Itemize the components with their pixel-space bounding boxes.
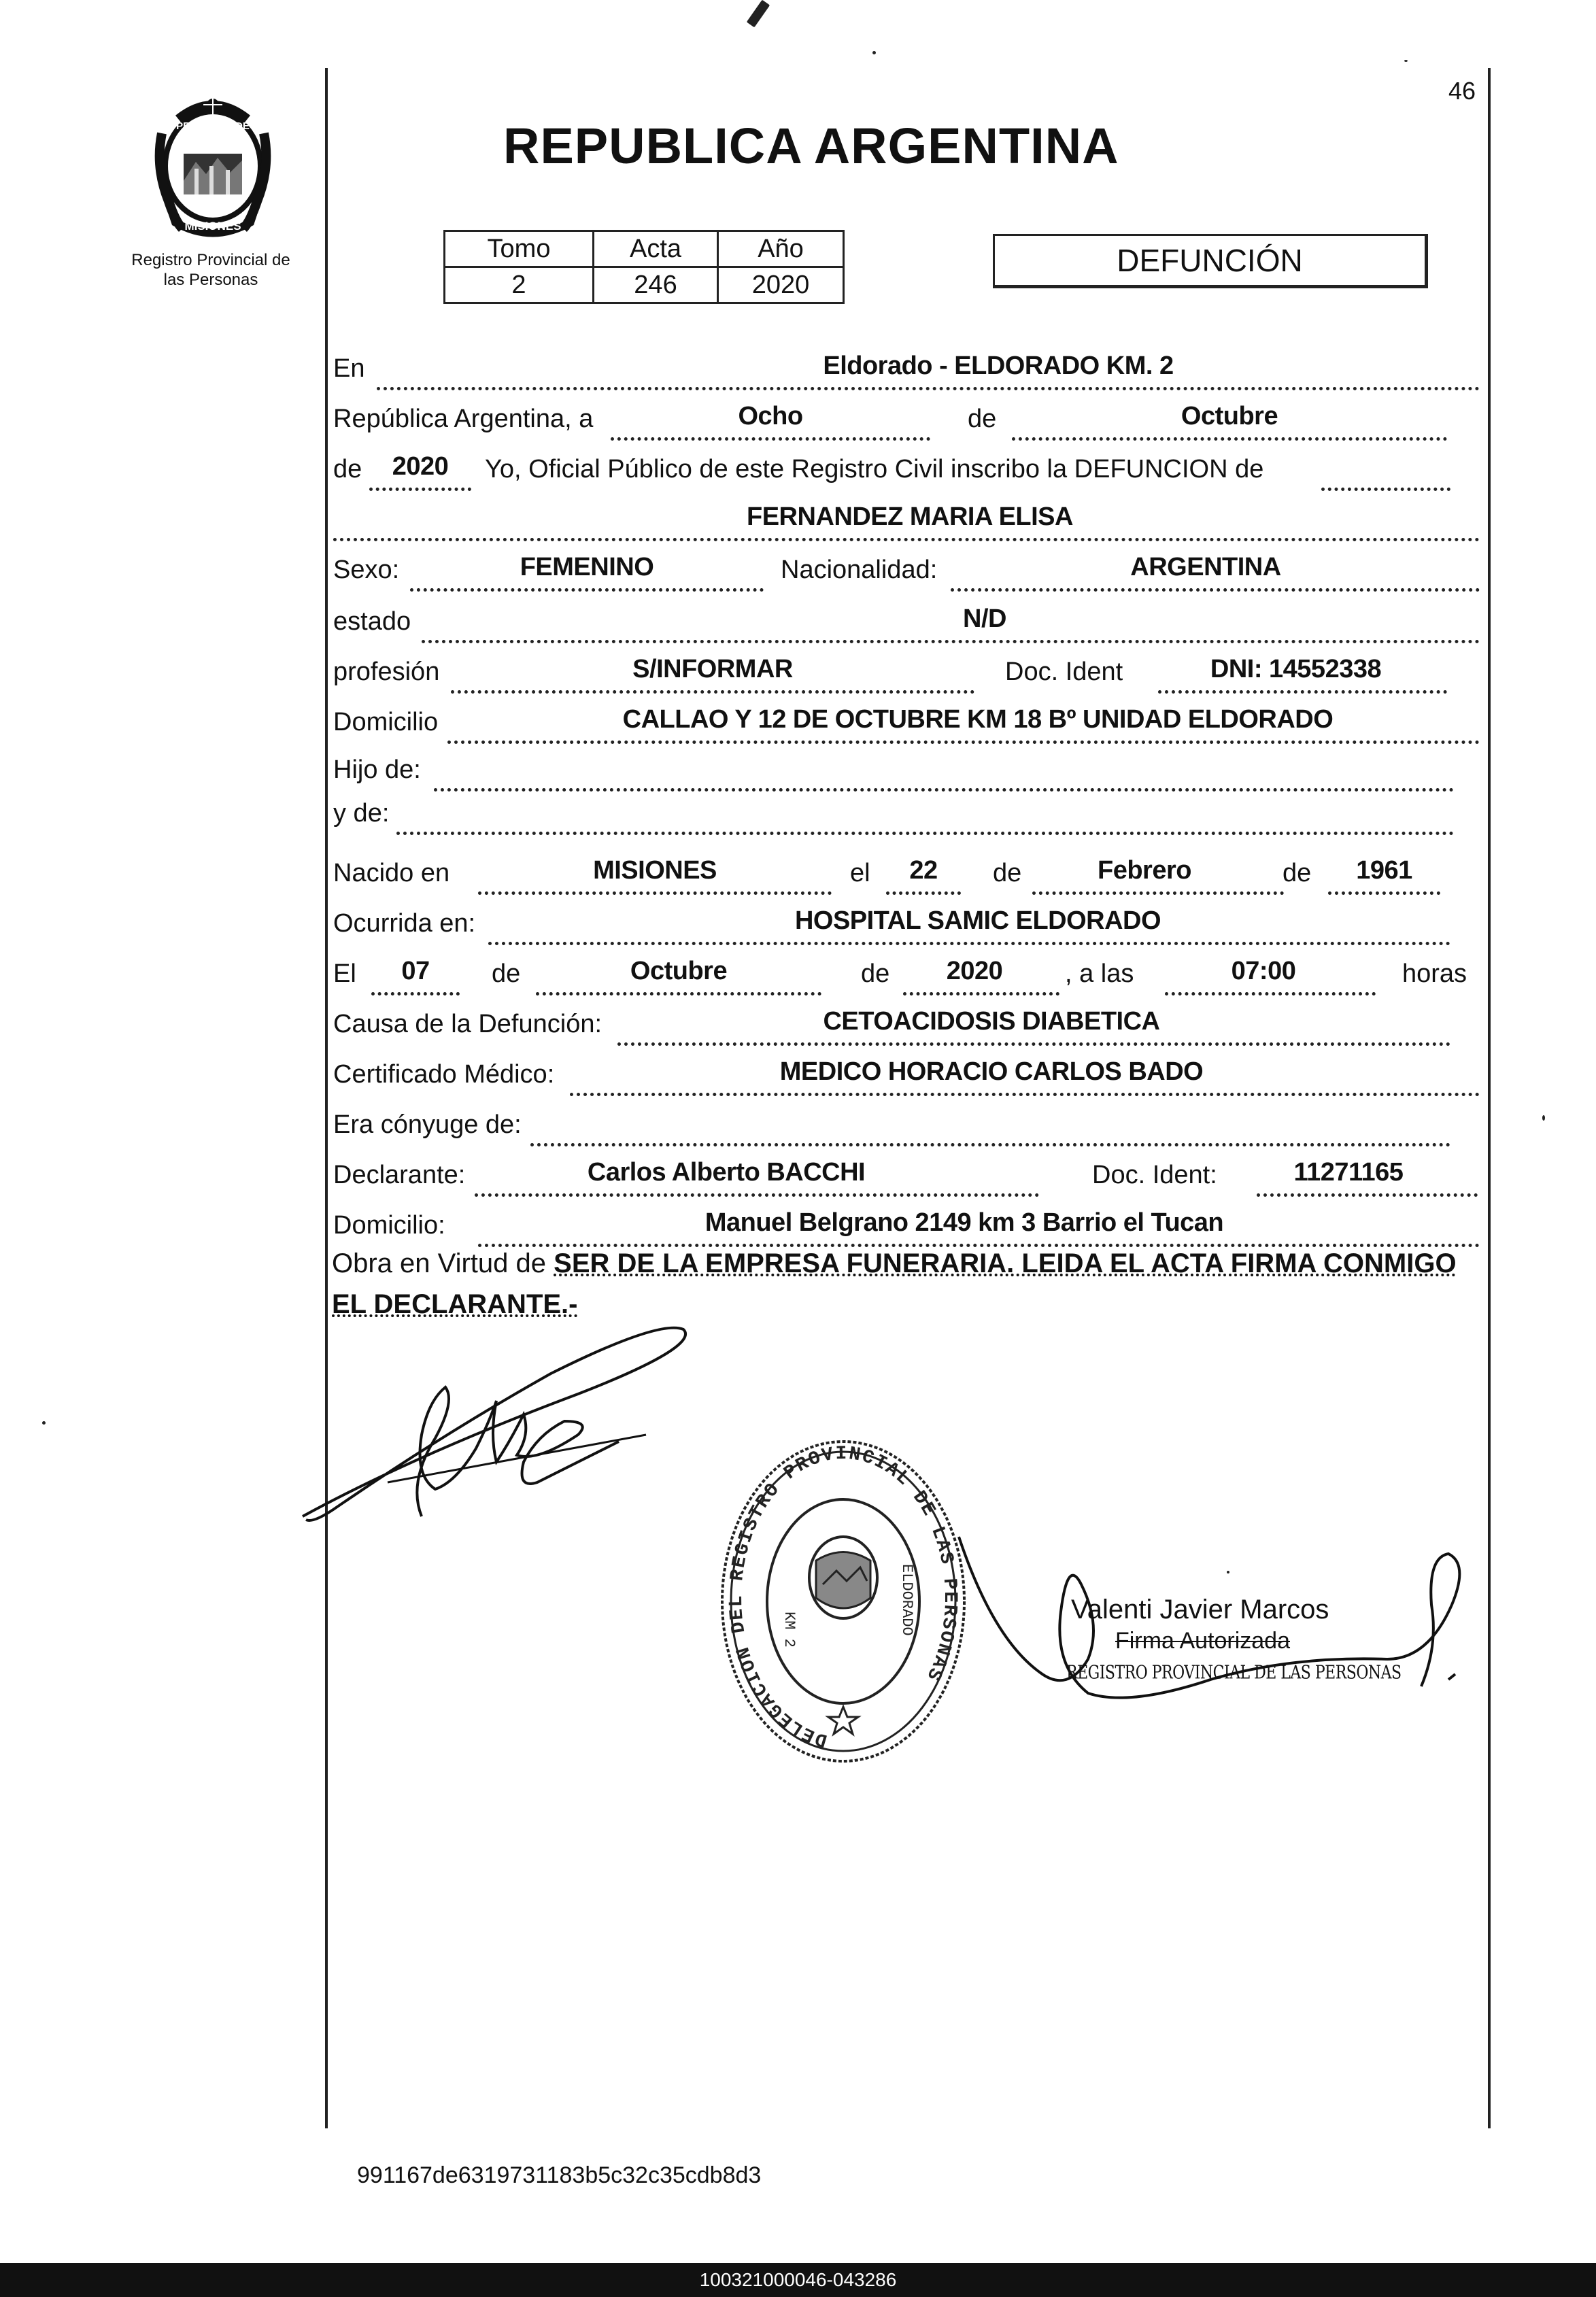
document-type-box: DEFUNCIÓN	[993, 234, 1428, 288]
svg-text:ELDORADO: ELDORADO	[898, 1564, 915, 1636]
footer-code-bar	[0, 2263, 1596, 2297]
officer-organization: REGISTRO PROVINCIAL DE LAS PERSONAS	[1066, 1662, 1402, 1684]
registry-value-row	[445, 267, 844, 303]
row-causa	[332, 998, 1484, 1049]
row-nacido	[332, 847, 1484, 898]
header-ano: Año	[718, 231, 844, 267]
fill-line	[451, 690, 974, 694]
row-republica	[332, 393, 1484, 443]
row-fecha	[332, 948, 1484, 998]
fill-line	[396, 832, 1454, 835]
label-de: de	[333, 455, 362, 483]
label-de: de	[1283, 859, 1312, 887]
fill-line	[530, 1143, 1450, 1146]
registry-table	[443, 230, 845, 304]
label-doc-ident: Doc. Ident:	[1092, 1161, 1217, 1189]
value-year: 2020	[392, 452, 449, 481]
value-death-day: 07	[401, 957, 430, 985]
label-el: El	[333, 959, 356, 988]
value-death-month: Octubre	[630, 957, 728, 985]
fill-line	[1257, 1193, 1478, 1197]
value-estado: N/D	[963, 605, 1006, 633]
value-dni: DNI: 14552338	[1210, 655, 1382, 683]
fill-line	[478, 1244, 1480, 1247]
fill-line	[1328, 891, 1440, 895]
value-month: Octubre	[1181, 402, 1278, 430]
row-en	[332, 343, 1484, 393]
fill-line	[422, 640, 1480, 643]
fill-line	[1158, 690, 1447, 694]
value-birth-place: MISIONES	[593, 856, 717, 885]
value-birth-day: 22	[909, 856, 938, 885]
provincial-crest-logo	[141, 86, 284, 242]
seal-center-crest	[809, 1537, 877, 1618]
label-nacido-en: Nacido en	[333, 859, 450, 887]
svg-text:KM 2: KM 2	[781, 1612, 798, 1648]
label-de: de	[968, 405, 997, 433]
fill-line	[475, 1193, 1039, 1197]
fill-line	[488, 942, 1450, 945]
scan-speck	[1227, 1571, 1229, 1573]
value-birth-month: Febrero	[1098, 856, 1191, 885]
label-horas: horas	[1402, 959, 1467, 988]
label-a-las: , a las	[1065, 959, 1134, 988]
declarant-signature	[292, 1319, 728, 1544]
row-hijo-de	[332, 744, 1484, 794]
value-death-place: HOSPITAL SAMIC ELDORADO	[794, 906, 1161, 935]
value-acta: 246	[594, 267, 718, 303]
label-doc-ident: Doc. Ident	[1005, 658, 1123, 686]
document-hash: 991167de6319731183b5c32c35cdb8d3	[357, 2162, 762, 2188]
label-nacionalidad: Nacionalidad:	[781, 556, 938, 584]
fill-line	[903, 992, 1059, 996]
label-estado: estado	[333, 607, 411, 636]
header-tomo: Tomo	[445, 231, 594, 267]
row-name	[332, 494, 1484, 544]
value-certificado: MEDICO HORACIO CARLOS BADO	[779, 1057, 1204, 1086]
label-ocurrida-en: Ocurrida en:	[333, 909, 476, 938]
label-profesion: profesión	[333, 658, 440, 686]
value-birth-year: 1961	[1356, 856, 1412, 885]
row-conyuge	[332, 1099, 1484, 1149]
label-de: de	[993, 859, 1022, 887]
fill-line	[333, 538, 1480, 541]
value-declarante: Carlos Alberto BACCHI	[587, 1158, 866, 1187]
label-y-de: y de:	[333, 799, 390, 828]
value-obra-line1: SER DE LA EMPRESA FUNERARIA. LEIDA EL ACTA FIRMA CONMIGO	[554, 1248, 1457, 1278]
row-domicilio-declarante	[332, 1199, 1484, 1250]
row-sexo	[332, 544, 1484, 594]
value-death-year: 2020	[946, 957, 1003, 985]
label-domicilio: Domicilio	[333, 708, 439, 736]
row-obra-en-virtud	[332, 1248, 1484, 1279]
value-domicilio-declarante: Manuel Belgrano 2149 km 3 Barrio el Tucan	[704, 1208, 1224, 1237]
label-conyuge: Era cónyuge de:	[333, 1110, 522, 1139]
label-certificado: Certificado Médico:	[333, 1060, 555, 1089]
fill-line	[410, 588, 764, 592]
row-certificado	[332, 1049, 1484, 1099]
row-y-de	[332, 787, 1484, 838]
crest-caption	[109, 250, 313, 290]
fill-line	[951, 588, 1480, 592]
label-inscription-text: Yo, Oficial Público de este Registro Civil inscribo la DEFUNCION de	[485, 455, 1264, 483]
footer-code: 100321000046-043286	[699, 2269, 897, 2290]
fill-line	[369, 488, 471, 491]
row-year	[332, 443, 1484, 494]
fill-line	[570, 1093, 1480, 1096]
fill-line	[536, 992, 821, 996]
label-de: de	[861, 959, 890, 988]
label-causa: Causa de la Defunción:	[333, 1010, 602, 1038]
fill-line	[1321, 488, 1450, 491]
value-day-words: Ocho	[738, 402, 803, 430]
value-ano: 2020	[718, 267, 844, 303]
value-nacionalidad: ARGENTINA	[1130, 553, 1281, 581]
value-tomo: 2	[445, 267, 594, 303]
label-domicilio: Domicilio:	[333, 1211, 445, 1240]
label-declarante: Declarante:	[333, 1161, 466, 1189]
scan-speck	[1542, 1115, 1545, 1121]
fill-line	[1012, 437, 1447, 441]
crest-caption-line2: las Personas	[163, 271, 258, 289]
value-place: Eldorado - ELDORADO KM. 2	[823, 352, 1174, 380]
registry-header-row	[445, 231, 844, 267]
scan-mark	[747, 0, 770, 27]
svg-text:MISIONES: MISIONES	[184, 220, 241, 233]
fill-line	[478, 891, 832, 895]
crest-caption-line1: Registro Provincial de	[131, 251, 290, 269]
svg-text:PROVINCIA DE: PROVINCIA DE	[176, 120, 250, 132]
officer-role: Firma Autorizada	[1115, 1628, 1290, 1654]
page-number: 46	[1448, 77, 1476, 105]
label-el: el	[850, 859, 870, 887]
scan-speck	[1404, 60, 1408, 62]
officer-name: Valenti Javier Marcos	[1071, 1595, 1329, 1624]
value-declarante-doc: 11271165	[1293, 1158, 1404, 1187]
label-sexo: Sexo:	[333, 556, 400, 584]
official-seal-stamp	[714, 1435, 972, 1768]
value-deceased-name: FERNANDEZ MARIA ELISA	[747, 503, 1073, 531]
fill-line	[371, 992, 460, 996]
fill-line	[1032, 891, 1284, 895]
label-republica: República Argentina, a	[333, 405, 594, 433]
right-margin-line	[1488, 68, 1491, 2128]
left-margin-line	[325, 68, 328, 2128]
row-ocurrida	[332, 898, 1484, 948]
label-en: En	[333, 354, 365, 383]
value-sexo: FEMENINO	[520, 553, 654, 581]
row-domicilio	[332, 696, 1484, 747]
label-obra: Obra en Virtud de	[332, 1248, 547, 1278]
fill-line	[886, 891, 961, 895]
fill-line	[611, 437, 930, 441]
value-profesion: S/INFORMAR	[632, 655, 793, 683]
row-profesion	[332, 646, 1484, 696]
value-obra-line2: EL DECLARANTE.-	[332, 1289, 578, 1319]
value-death-time: 07:00	[1231, 957, 1296, 985]
fill-line	[617, 1042, 1450, 1046]
fill-line	[377, 387, 1480, 390]
svg-text:DELEGACION DEL REGISTRO PROVIN: DELEGACION DEL REGISTRO PROVINCIAL DE LAS PERSONAS	[726, 1443, 961, 1751]
value-domicilio: CALLAO Y 12 DE OCTUBRE KM 18 Bº UNIDAD ELDORADO	[622, 705, 1334, 734]
row-estado	[332, 596, 1484, 646]
page-title: REPUBLICA ARGENTINA	[503, 118, 1119, 174]
scan-speck	[872, 51, 876, 54]
scan-speck	[42, 1421, 46, 1425]
fill-line	[1165, 992, 1376, 996]
header-acta: Acta	[594, 231, 718, 267]
label-de: de	[492, 959, 521, 988]
label-hijo-de: Hijo de:	[333, 755, 421, 784]
value-cause: CETOACIDOSIS DIABETICA	[823, 1007, 1160, 1036]
row-declarante	[332, 1149, 1484, 1199]
